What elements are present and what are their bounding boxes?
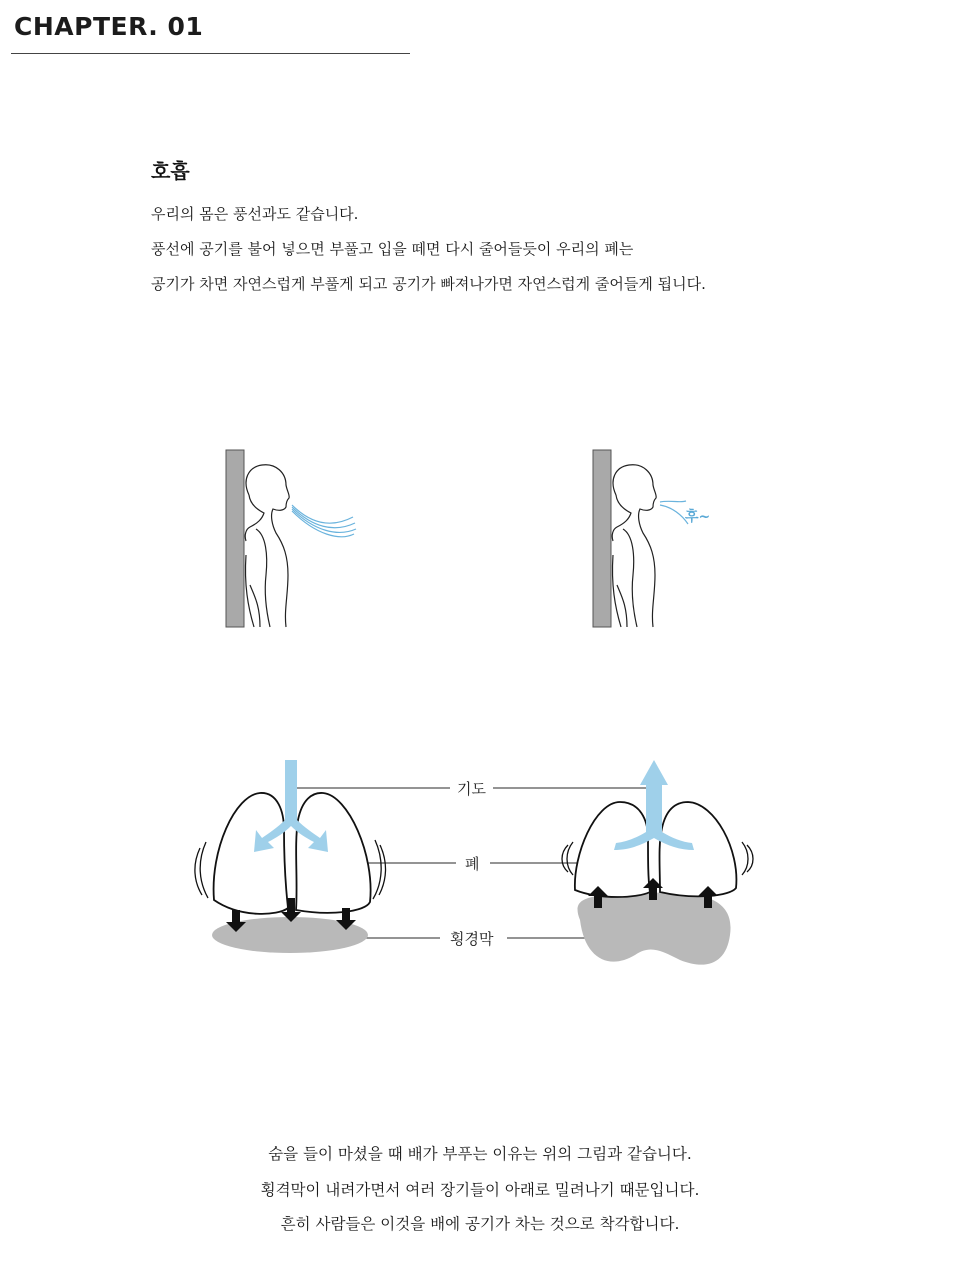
intro-line: 풍선에 공기를 불어 넣으면 부풀고 입을 떼면 다시 줄어들듯이 우리의 폐는 xyxy=(151,240,634,258)
outro-line: 흔히 사람들은 이것을 배에 공기가 차는 것으로 착각합니다. xyxy=(280,1215,680,1233)
chapter-heading: CHAPTER. 01 xyxy=(14,12,204,41)
outro-line: 숨을 들이 마셨을 때 배가 부푸는 이유는 위의 그림과 같습니다. xyxy=(268,1145,692,1163)
intro-line: 우리의 몸은 풍선과도 같습니다. xyxy=(151,205,359,223)
inhale-airflow-icon xyxy=(292,505,356,537)
chapter-divider xyxy=(11,53,410,54)
label-lung: 폐 xyxy=(461,853,484,874)
outro-line: 횡격막이 내려가면서 여러 장기들이 아래로 밀려나기 때문입니다. xyxy=(260,1181,700,1199)
inhale-lungs xyxy=(195,760,386,953)
inhale-person-illustration xyxy=(220,445,380,630)
exhale-airflow-icon xyxy=(660,501,688,524)
section-title: 호흡 xyxy=(151,159,190,183)
label-diaphragm: 횡경막 xyxy=(446,928,497,949)
label-airway: 기도 xyxy=(453,778,490,799)
exhale-sound-label: 후~ xyxy=(685,509,711,525)
exhale-person-illustration xyxy=(588,445,748,630)
intro-line: 공기가 차면 자연스럽게 부풀게 되고 공기가 빠져나가면 자연스럽게 줄어들게 됩니다. xyxy=(151,275,706,293)
exhale-lungs xyxy=(562,760,753,965)
